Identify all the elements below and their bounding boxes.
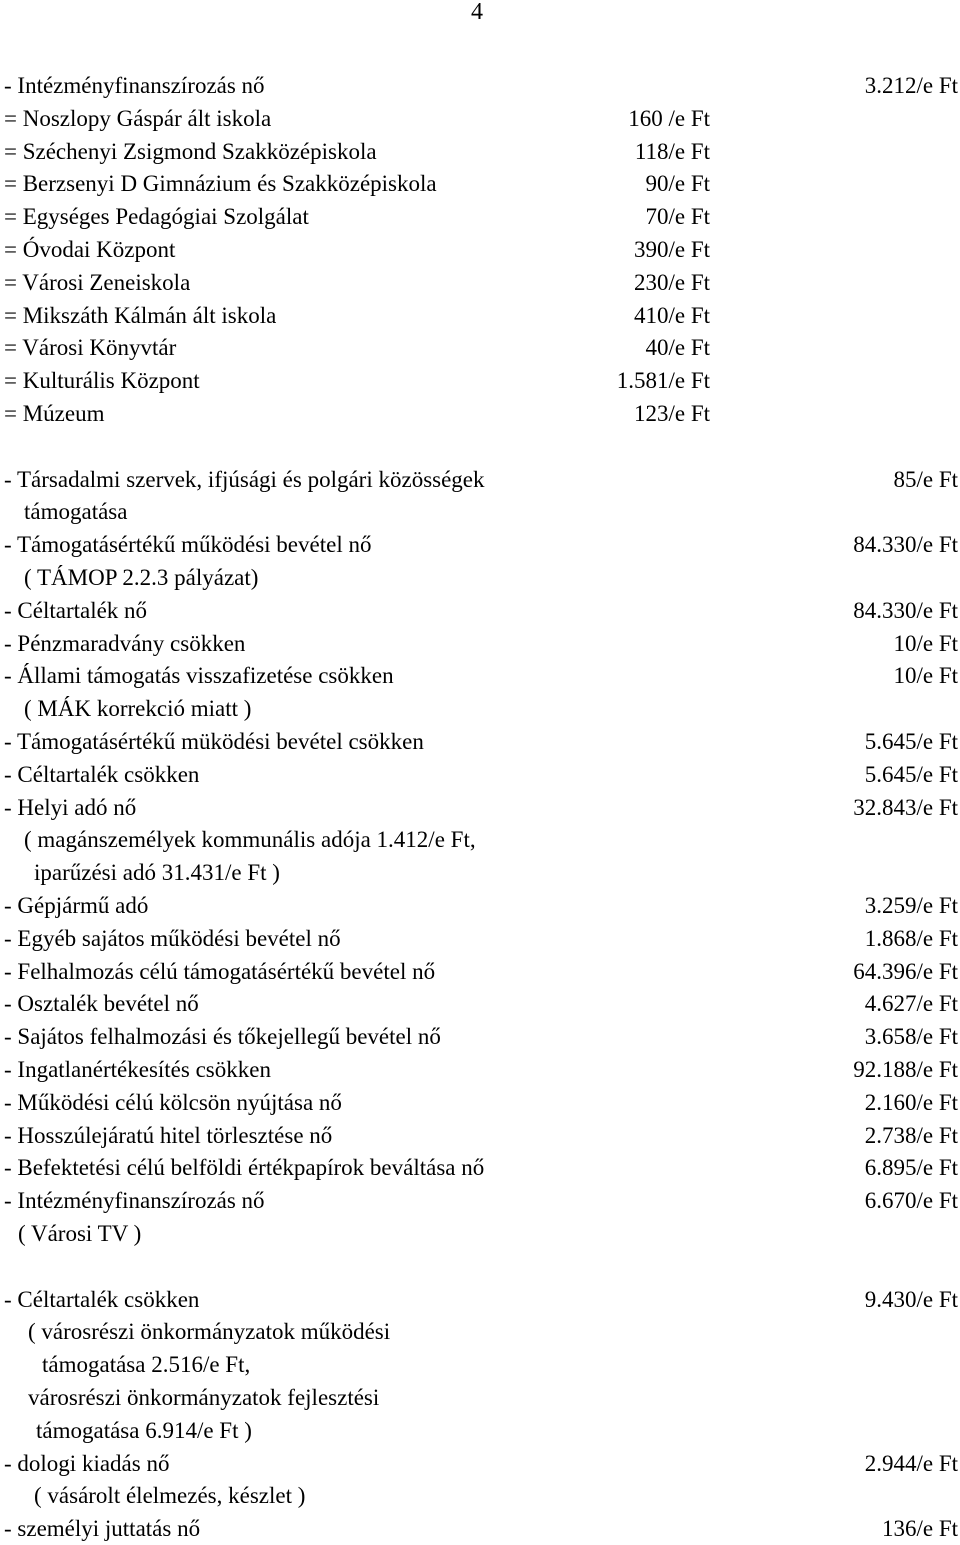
line-label: - Céltartalék nő bbox=[4, 597, 148, 623]
line-label: - Hosszúlejáratú hitel törlesztése nő bbox=[4, 1122, 333, 1148]
document-line bbox=[0, 1415, 960, 1447]
line-label: ( MÁK korrekció miatt ) bbox=[24, 696, 252, 722]
line-sub-amount: 230/e Ft bbox=[633, 269, 710, 295]
document-line bbox=[0, 1480, 960, 1512]
document-line bbox=[0, 1185, 960, 1217]
line-label: ( TÁMOP 2.2.3 pályázat) bbox=[24, 565, 259, 590]
line-label: = Noszlopy Gáspár ált iskola bbox=[4, 105, 272, 131]
line-label: = Kulturális Központ bbox=[4, 368, 200, 394]
line-label: - Felhalmozás célú támogatásértékű bevétel nő bbox=[4, 958, 436, 984]
line-amount: 85/e Ft bbox=[893, 466, 958, 492]
line-amount: 10/e Ft bbox=[893, 663, 958, 689]
line-label: városrészi önkormányzatok fejlesztési bbox=[28, 1385, 380, 1410]
line-amount: 4.627/e Ft bbox=[864, 991, 958, 1017]
line-amount: 64.396/e Ft bbox=[853, 958, 958, 984]
line-label: - Céltartalék csökken bbox=[4, 761, 200, 787]
document-line bbox=[0, 1021, 960, 1053]
document-line bbox=[0, 988, 960, 1020]
line-label: = Városi Könyvtár bbox=[4, 335, 177, 361]
document-line bbox=[0, 1251, 960, 1283]
line-label: - Támogatásértékű müködési bevétel csökken bbox=[4, 729, 424, 754]
document-line bbox=[0, 365, 960, 397]
line-label: = Mikszáth Kálmán ált iskola bbox=[4, 302, 277, 328]
line-amount: 10/e Ft bbox=[893, 630, 958, 656]
line-label: - Osztalék bevétel nő bbox=[4, 991, 199, 1017]
line-sub-amount: 90/e Ft bbox=[645, 171, 710, 197]
document-line bbox=[0, 529, 960, 561]
line-label: ( magánszemélyek kommunális adója 1.412/e Ft, bbox=[24, 827, 476, 853]
line-label: - Pénzmaradvány csökken bbox=[4, 630, 246, 656]
document-line bbox=[0, 1316, 960, 1348]
line-amount: 3.259/e Ft bbox=[864, 893, 958, 918]
document-line bbox=[0, 1448, 960, 1480]
document-line bbox=[0, 693, 960, 725]
document-line bbox=[0, 628, 960, 660]
line-amount: 92.188/e Ft bbox=[853, 1057, 958, 1082]
document-line bbox=[0, 431, 960, 463]
document-line bbox=[0, 759, 960, 791]
line-label: - Gépjármű adó bbox=[4, 893, 149, 918]
line-amount: 5.645/e Ft bbox=[864, 761, 958, 787]
line-label: - Helyi adó nő bbox=[4, 794, 137, 820]
document-line bbox=[0, 595, 960, 627]
line-label: = Egységes Pedagógiai Szolgálat bbox=[4, 204, 309, 230]
document-line bbox=[0, 1218, 960, 1250]
line-sub-amount: 1.581/e Ft bbox=[616, 368, 710, 394]
line-label: támogatása bbox=[24, 499, 128, 525]
line-amount: 6.670/e Ft bbox=[864, 1188, 958, 1214]
document-line bbox=[0, 201, 960, 233]
document-line bbox=[0, 267, 960, 299]
line-label: - dologi kiadás nő bbox=[4, 1450, 170, 1476]
line-amount: 136/e Ft bbox=[881, 1516, 958, 1542]
document-line bbox=[0, 792, 960, 824]
line-label: ( Városi TV ) bbox=[18, 1221, 142, 1246]
line-sub-amount: 410/e Ft bbox=[633, 302, 710, 328]
line-amount: 32.843/e Ft bbox=[853, 794, 958, 820]
line-label: - Támogatásértékű működési bevétel nő bbox=[4, 532, 372, 558]
document-line bbox=[0, 660, 960, 692]
line-label: - személyi juttatás nő bbox=[4, 1516, 201, 1542]
line-amount: 1.868/e Ft bbox=[864, 925, 958, 951]
document-line bbox=[0, 857, 960, 889]
line-label: - Befektetési célú belföldi értékpapírok beváltása nő bbox=[4, 1155, 485, 1181]
document-line bbox=[0, 70, 960, 102]
line-amount: 2.738/e Ft bbox=[864, 1122, 958, 1148]
line-amount: 84.330/e Ft bbox=[853, 532, 958, 558]
document-line bbox=[0, 890, 960, 922]
line-label: - Társadalmi szervek, ifjúsági és polgári közösségek bbox=[4, 466, 485, 492]
line-sub-amount: 40/e Ft bbox=[645, 335, 710, 361]
document-line bbox=[0, 398, 960, 430]
line-amount: 9.430/e Ft bbox=[864, 1286, 958, 1312]
line-amount: 2.944/e Ft bbox=[864, 1450, 958, 1476]
document-line bbox=[0, 103, 960, 135]
line-label: = Óvodai Központ bbox=[4, 237, 176, 262]
line-amount: 5.645/e Ft bbox=[864, 729, 958, 754]
document-line bbox=[0, 923, 960, 955]
document-line bbox=[0, 824, 960, 856]
line-label: - Egyéb sajátos működési bevétel nő bbox=[4, 925, 341, 951]
line-label: = Széchenyi Zsigmond Szakközépiskola bbox=[4, 138, 377, 164]
document-line bbox=[0, 168, 960, 200]
line-label: - Ingatlanértékesítés csökken bbox=[4, 1057, 271, 1082]
line-amount: 3.658/e Ft bbox=[864, 1024, 958, 1050]
line-sub-amount: 390/e Ft bbox=[633, 237, 710, 262]
document-line bbox=[0, 1284, 960, 1316]
line-label: - Céltartalék csökken bbox=[4, 1286, 200, 1312]
line-label: ( vásárolt élelmezés, készlet ) bbox=[34, 1483, 306, 1509]
page-number: 4 bbox=[471, 0, 483, 25]
document-line bbox=[0, 1349, 960, 1381]
line-label: = Múzeum bbox=[4, 401, 105, 426]
document-line bbox=[0, 496, 960, 528]
document-line bbox=[0, 1152, 960, 1184]
line-label: - Állami támogatás visszafizetése csökken bbox=[4, 663, 394, 689]
line-sub-amount: 70/e Ft bbox=[645, 204, 710, 230]
line-label: támogatása 6.914/e Ft ) bbox=[36, 1417, 252, 1443]
document-line bbox=[0, 1382, 960, 1414]
line-sub-amount: 123/e Ft bbox=[633, 401, 710, 426]
line-label: ( városrészi önkormányzatok működési bbox=[28, 1319, 391, 1345]
document-line bbox=[0, 1054, 960, 1086]
line-label: = Városi Zeneiskola bbox=[4, 269, 191, 295]
line-label: = Berzsenyi D Gimnázium és Szakközépiskola bbox=[4, 171, 437, 197]
line-sub-amount: 118/e Ft bbox=[634, 138, 710, 164]
line-label: - Intézményfinanszírozás nő bbox=[4, 73, 265, 98]
document-line bbox=[0, 956, 960, 988]
line-label: iparűzési adó 31.431/e Ft ) bbox=[34, 860, 280, 886]
line-amount: 3.212/e Ft bbox=[864, 73, 958, 98]
document-line bbox=[0, 1087, 960, 1119]
document-line bbox=[0, 1513, 960, 1545]
document-line bbox=[0, 234, 960, 266]
document-line bbox=[0, 562, 960, 594]
line-label: támogatása 2.516/e Ft, bbox=[42, 1352, 251, 1378]
line-label: - Működési célú kölcsön nyújtása nő bbox=[4, 1089, 342, 1115]
document-line bbox=[0, 300, 960, 332]
line-amount: 84.330/e Ft bbox=[853, 597, 958, 623]
document-line bbox=[0, 136, 960, 168]
line-amount: 6.895/e Ft bbox=[864, 1155, 958, 1181]
document-line bbox=[0, 464, 960, 496]
line-amount: 2.160/e Ft bbox=[864, 1089, 958, 1115]
document-line bbox=[0, 726, 960, 758]
line-label: - Sajátos felhalmozási és tőkejellegű bevétel nő bbox=[4, 1024, 441, 1050]
line-label: - Intézményfinanszírozás nő bbox=[4, 1188, 265, 1214]
line-sub-amount: 160 /e Ft bbox=[628, 105, 710, 131]
document-line bbox=[0, 1120, 960, 1152]
document-line bbox=[0, 332, 960, 364]
